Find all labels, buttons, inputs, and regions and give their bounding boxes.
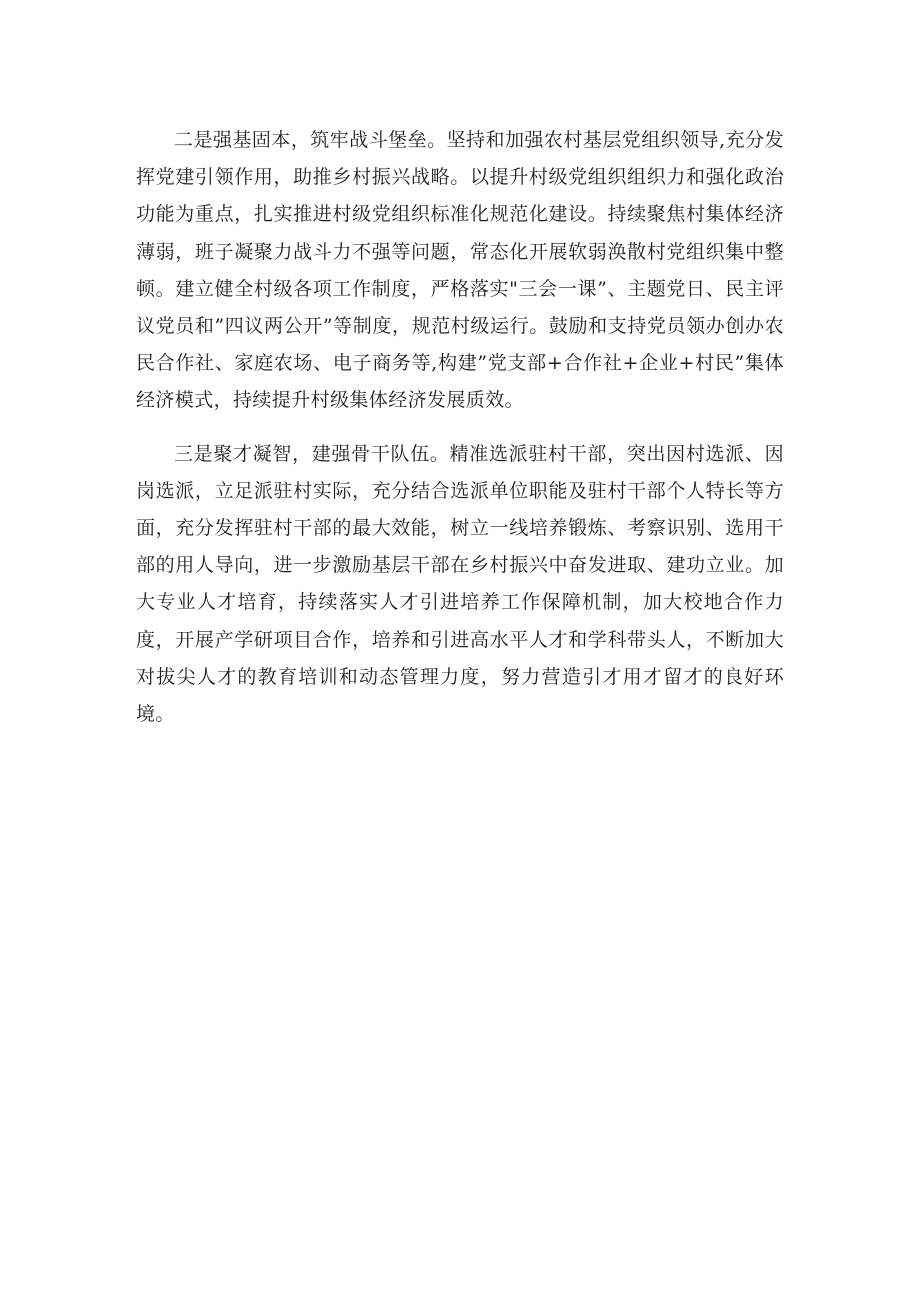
document-body bbox=[136, 122, 784, 733]
paragraph-gather-talent: 三是聚才凝智，建强骨干队伍。精准选派驻村干部，突出因村选派、因岗选派，立足派驻村实际，充分结合选派单位职能及驻村干部个人特长等方面，充分发挥驻村干部的最大效能，树立一线培养锻炼、考察识别、选用干部的用人导向，进一步激励基层干部在乡村振兴中奋发进取、建功立业。加大专业人才培育，持续落实人才引进培养工作保障机制，加大校地合作力度，开展产学研项目合作，培养和引进高水平人才和学科带头人，不断加大对拔尖人才的教育培训和动态管理力度，努力营造引才用才留才的良好环境。 bbox=[136, 442, 784, 726]
paragraph-strengthen-foundation: 二是强基固本，筑牢战斗堡垒。坚持和加强农村基层党组织领导,充分发挥党建引领作用，助推乡村振兴战略。以提升村级党组织组织力和强化政治功能为重点，扎实推进村级党组织标准化规范化建设。持续聚焦村集体经济薄弱，班子凝聚力战斗力不强等问题，常态化开展软弱涣散村党组织集中整顿。建立健全村级各项工作制度，严格落实"三会一课”、主题党日、民主评议党员和”四议两公开”等制度，规范村级运行。鼓励和支持党员领办创办农民合作社、家庭农场、电子商务等,构建”党支部+合作社+企业+村民”集体经济模式，持续提升村级集体经济发展质效。 bbox=[136, 129, 784, 412]
